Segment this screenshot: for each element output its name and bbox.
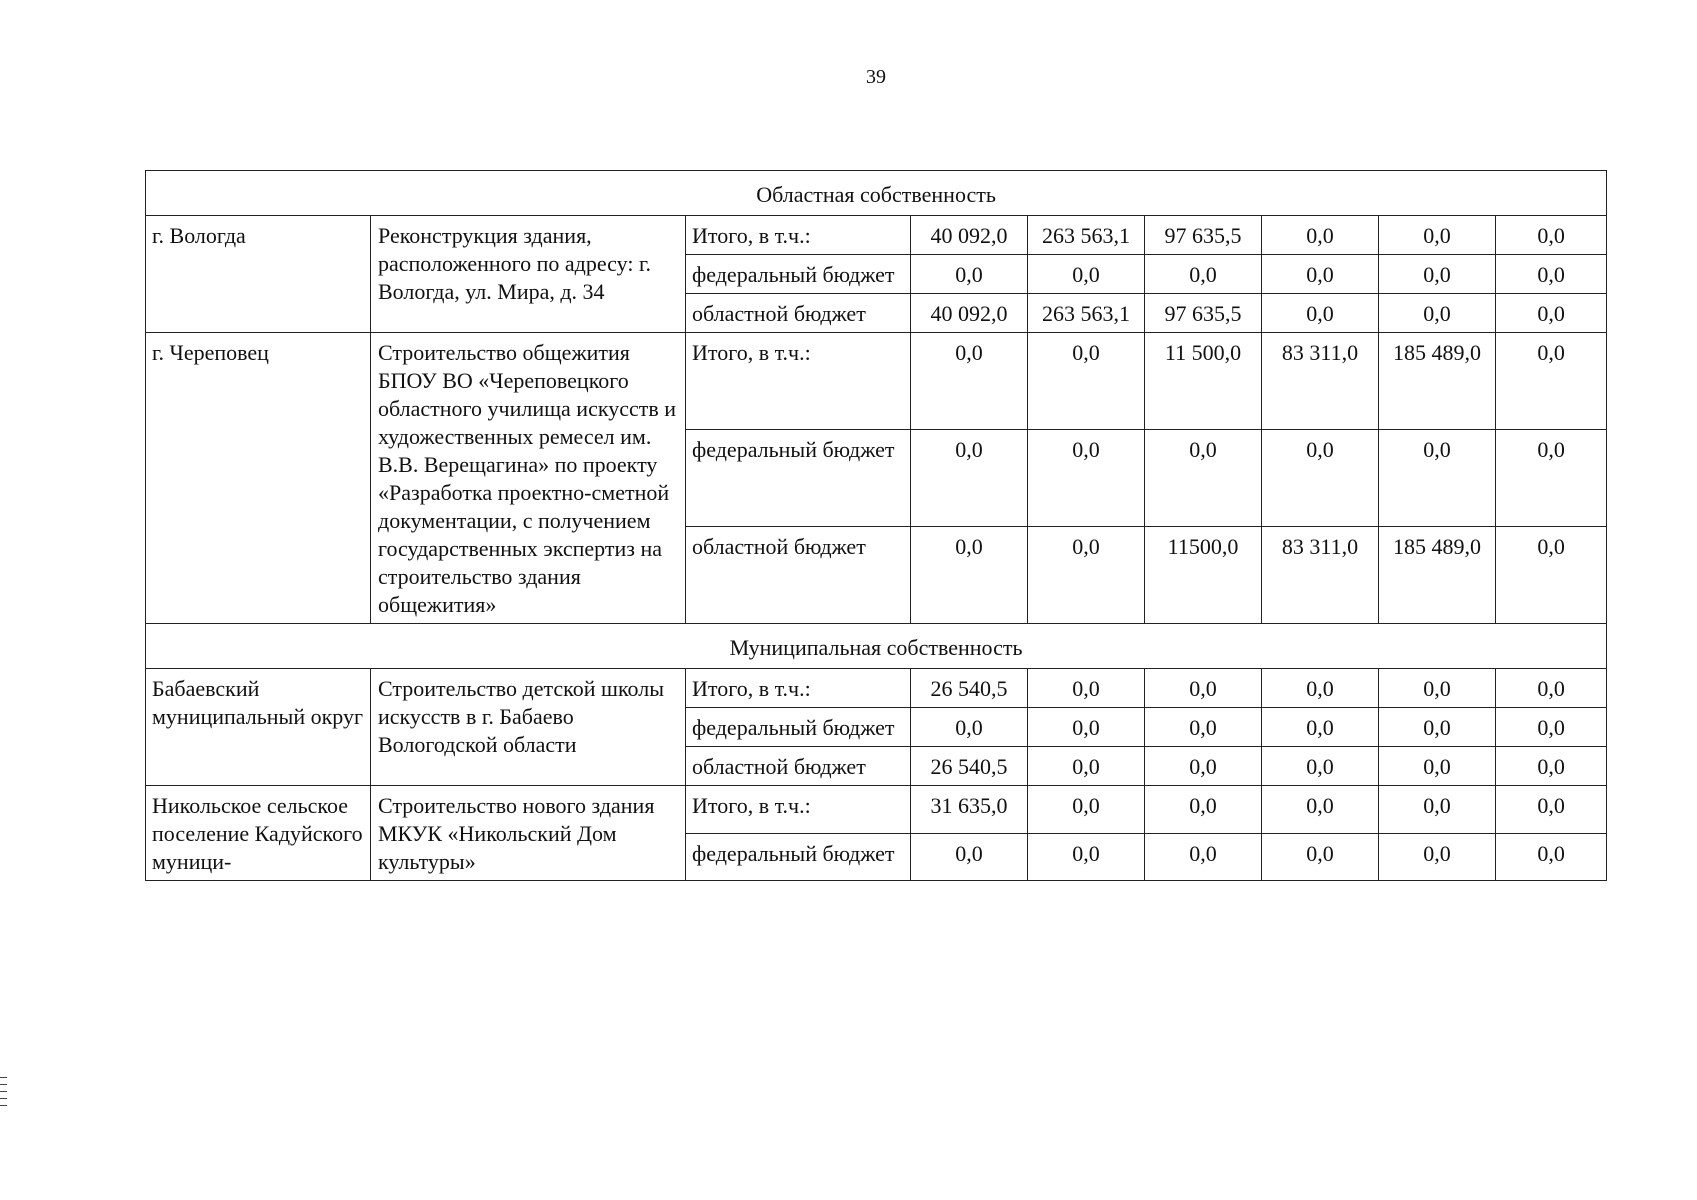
amount-cell: 0,0 — [1028, 333, 1145, 430]
funding-source-cell: федеральный бюджет — [686, 430, 911, 527]
funding-source-cell: областной бюджет — [686, 527, 911, 624]
funding-source-cell: областной бюджет — [686, 747, 911, 786]
amount-cell: 0,0 — [1496, 786, 1607, 834]
amount-cell: 0,0 — [1496, 216, 1607, 255]
amount-cell: 0,0 — [1145, 708, 1262, 747]
amount-cell: 0,0 — [1145, 430, 1262, 527]
amount-cell: 0,0 — [1379, 255, 1496, 294]
amount-cell: 0,0 — [911, 333, 1028, 430]
amount-cell: 26 540,5 — [911, 747, 1028, 786]
amount-cell: 0,0 — [1028, 786, 1145, 834]
section-title: Областная собственность — [146, 171, 1607, 216]
funding-table — [145, 170, 1607, 881]
amount-cell: 0,0 — [1262, 216, 1379, 255]
amount-cell: 0,0 — [1379, 708, 1496, 747]
amount-cell: 97 635,5 — [1145, 294, 1262, 333]
amount-cell: 0,0 — [911, 430, 1028, 527]
amount-cell: 0,0 — [911, 833, 1028, 881]
amount-cell: 0,0 — [1496, 833, 1607, 881]
amount-cell: 0,0 — [1496, 255, 1607, 294]
table-row — [146, 669, 1607, 708]
amount-cell: 0,0 — [1028, 708, 1145, 747]
table-row — [146, 786, 1607, 834]
amount-cell: 11 500,0 — [1145, 333, 1262, 430]
amount-cell: 0,0 — [1262, 294, 1379, 333]
funding-source-cell: федеральный бюджет — [686, 833, 911, 881]
amount-cell: 0,0 — [1496, 333, 1607, 430]
amount-cell: 185 489,0 — [1379, 527, 1496, 624]
amount-cell: 0,0 — [1145, 669, 1262, 708]
amount-cell: 0,0 — [911, 708, 1028, 747]
amount-cell: 0,0 — [1496, 430, 1607, 527]
funding-source-cell: Итого, в т.ч.: — [686, 786, 911, 834]
object-description-cell: Строительство общежития БПОУ ВО «Череповецкого областного училища искусств и художественных ремесел им. В.В. Верещагина» по проекту «Разработка проектно-сметной документации, с получением государственных экспертиз на строительство здания общежития» — [371, 333, 686, 624]
amount-cell: 97 635,5 — [1145, 216, 1262, 255]
funding-source-cell: Итого, в т.ч.: — [686, 669, 911, 708]
amount-cell: 0,0 — [1379, 216, 1496, 255]
amount-cell: 0,0 — [1262, 833, 1379, 881]
scan-edge-mark — [0, 1098, 7, 1099]
section-header-row — [146, 624, 1607, 669]
amount-cell: 0,0 — [911, 255, 1028, 294]
territory-cell: г. Вологда — [146, 216, 371, 333]
section-title: Муниципальная собственность — [146, 624, 1607, 669]
amount-cell: 263 563,1 — [1028, 216, 1145, 255]
amount-cell: 11500,0 — [1145, 527, 1262, 624]
amount-cell: 0,0 — [1028, 747, 1145, 786]
scan-edge-mark — [0, 1091, 7, 1092]
amount-cell: 0,0 — [1262, 430, 1379, 527]
amount-cell: 185 489,0 — [1379, 333, 1496, 430]
amount-cell: 0,0 — [1496, 708, 1607, 747]
amount-cell: 0,0 — [1262, 786, 1379, 834]
territory-cell: г. Череповец — [146, 333, 371, 624]
amount-cell: 0,0 — [1262, 255, 1379, 294]
funding-source-cell: федеральный бюджет — [686, 255, 911, 294]
amount-cell: 0,0 — [911, 527, 1028, 624]
funding-source-cell: федеральный бюджет — [686, 708, 911, 747]
amount-cell: 0,0 — [1496, 747, 1607, 786]
territory-cell: Никольское сельское поселение Кадуйского муници- — [146, 786, 371, 881]
scan-edge-mark — [0, 1077, 7, 1078]
table-row — [146, 216, 1607, 255]
amount-cell: 0,0 — [1028, 669, 1145, 708]
amount-cell: 0,0 — [1145, 747, 1262, 786]
funding-source-cell: Итого, в т.ч.: — [686, 333, 911, 430]
amount-cell: 0,0 — [1496, 669, 1607, 708]
territory-cell: Бабаевский муниципальный округ — [146, 669, 371, 786]
amount-cell: 83 311,0 — [1262, 333, 1379, 430]
scan-edge-mark — [0, 1105, 7, 1106]
page-number: 39 — [866, 66, 886, 88]
amount-cell: 0,0 — [1379, 430, 1496, 527]
funding-source-cell: областной бюджет — [686, 294, 911, 333]
amount-cell: 263 563,1 — [1028, 294, 1145, 333]
amount-cell: 0,0 — [1028, 833, 1145, 881]
amount-cell: 0,0 — [1379, 833, 1496, 881]
object-description-cell: Строительство нового здания МКУК «Никольский Дом культуры» — [371, 786, 686, 881]
amount-cell: 0,0 — [1262, 669, 1379, 708]
amount-cell: 0,0 — [1379, 294, 1496, 333]
amount-cell: 0,0 — [1379, 786, 1496, 834]
amount-cell: 0,0 — [1496, 527, 1607, 624]
object-description-cell: Реконструкция здания, расположенного по адресу: г. Вологда, ул. Мира, д. 34 — [371, 216, 686, 333]
amount-cell: 0,0 — [1379, 669, 1496, 708]
section-header-row — [146, 171, 1607, 216]
amount-cell: 31 635,0 — [911, 786, 1028, 834]
amount-cell: 0,0 — [1028, 255, 1145, 294]
table-row — [146, 333, 1607, 430]
amount-cell: 0,0 — [1145, 255, 1262, 294]
amount-cell: 40 092,0 — [911, 216, 1028, 255]
amount-cell: 0,0 — [1028, 430, 1145, 527]
amount-cell: 0,0 — [1145, 833, 1262, 881]
amount-cell: 83 311,0 — [1262, 527, 1379, 624]
amount-cell: 0,0 — [1262, 708, 1379, 747]
amount-cell: 0,0 — [1379, 747, 1496, 786]
scan-edge-mark — [0, 1084, 7, 1085]
amount-cell: 40 092,0 — [911, 294, 1028, 333]
amount-cell: 0,0 — [1262, 747, 1379, 786]
amount-cell: 0,0 — [1145, 786, 1262, 834]
funding-source-cell: Итого, в т.ч.: — [686, 216, 911, 255]
amount-cell: 0,0 — [1028, 527, 1145, 624]
amount-cell: 0,0 — [1496, 294, 1607, 333]
object-description-cell: Строительство детской школы искусств в г. Бабаево Вологодской области — [371, 669, 686, 786]
amount-cell: 26 540,5 — [911, 669, 1028, 708]
